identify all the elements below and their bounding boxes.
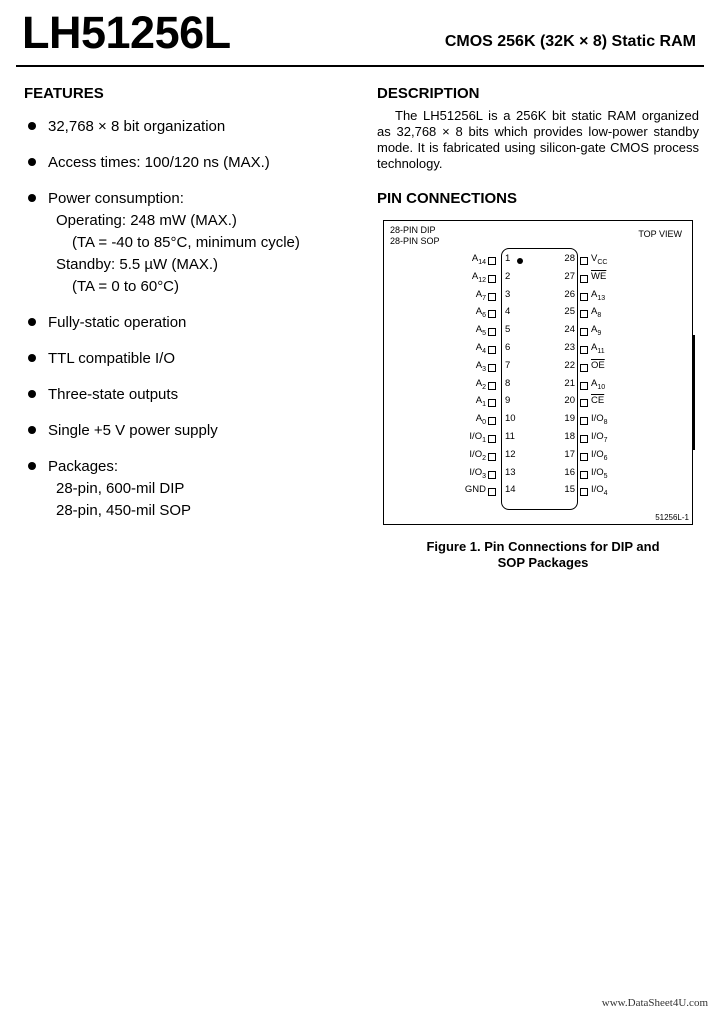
pin-pad-icon [580,417,588,425]
feature-line: Standby: 5.5 µW (MAX.) [56,256,219,273]
pin-label: $A_8$ [591,306,602,320]
pin-pad-icon [580,488,588,496]
pin-label: $I/O_1$ [469,431,486,444]
feature-line: 28-pin, 600-mil DIP [56,480,185,497]
pin-label: $A_{13}$ [591,288,606,302]
bullet-icon [28,426,36,434]
pin-number: 10 [505,413,516,425]
bullet-icon [28,354,36,362]
pin-label: $A_{11}$ [591,342,605,355]
pin-number: 16 [564,466,575,478]
pin-number: 3 [505,288,511,300]
pin-pad-icon [580,364,588,372]
pin-label: $I/O_4$ [591,484,608,498]
pin-pad-icon [580,346,588,354]
description-heading: DESCRIPTION [377,85,480,102]
pin-number: 24 [564,324,575,336]
pin-number: 8 [505,377,511,389]
pin-number: 15 [564,484,575,496]
pin-pad-icon [488,257,496,265]
pin-pad-icon [580,275,588,283]
feature-line: 28-pin, 450-mil SOP [56,502,192,519]
pin-number: 26 [564,288,575,300]
pin-number: 6 [505,342,511,353]
bullet-icon [28,194,36,202]
pin-pad-icon [580,382,588,390]
pin-pad-icon [580,453,588,461]
bullet-icon [28,390,36,398]
feature-line: Fully-static operation [48,314,187,331]
pin-label: $A_4$ [475,342,486,355]
description-body: The LH51256L is a 256K bit static RAM organized as 32,768 × 8 bits which provides low-power standby mode. It is fabricated using silicon-gate CMOS process technology. [377,108,699,171]
features-heading: FEATURES [24,85,104,102]
figure-caption [383,539,703,571]
pin-connections-heading: PIN CONNECTIONS [377,190,518,207]
pin-number: 17 [564,448,575,460]
package-line: 28-PIN DIP [390,225,436,235]
pin-label: $A_3$ [475,359,486,373]
pin-label: $\overline{WE}$ [591,270,607,282]
pin-pad-icon [488,471,496,479]
features-list [24,116,354,522]
figure-reference: 51256L-1 [655,513,689,522]
feature-item [24,384,354,406]
pin-label: $I/O_5$ [591,466,608,480]
pin-number: 7 [505,359,511,371]
pin-number: 4 [505,306,511,318]
margin-bar [693,335,695,450]
pin-label: $I/O_7$ [591,431,608,444]
pin-number: 14 [505,484,516,496]
watermark: www.DataSheet4U.com [601,997,708,1009]
pin-pad-icon [580,328,588,336]
bullet-icon [28,318,36,326]
caption-line: Figure 1. Pin Connections for DIP and [426,539,660,554]
pin-label: $A_6$ [475,306,486,320]
feature-line: Access times: 100/120 ns (MAX.) [48,154,270,171]
pin-pad-icon [580,310,588,318]
pin-pad-icon [488,382,496,390]
pin-pad-icon [488,488,496,496]
pin-pad-icon [488,435,496,443]
part-number-title: LH51256L [22,7,231,58]
pin-label: $A_9$ [591,324,602,338]
pin-pad-icon [488,293,496,301]
feature-item [24,456,354,522]
pin-diagram [383,220,693,525]
pin1-marker-icon [517,258,523,264]
feature-line: Three-state outputs [48,386,179,403]
pin-pad-icon [488,417,496,425]
pin-label: $A_1$ [475,395,486,409]
pin-label: $I/O_2$ [469,448,486,462]
feature-line: 32,768 × 8 bit organization [48,118,226,135]
pin-number: 9 [505,395,511,407]
pin-number: 2 [505,270,511,282]
pin-number: 27 [564,270,575,282]
pin-pad-icon [488,346,496,354]
pin-pad-icon [488,275,496,283]
bullet-icon [28,158,36,166]
pin-pad-icon [488,453,496,461]
pin-pad-icon [488,364,496,372]
feature-line: (TA = 0 to 60°C) [72,278,180,295]
pin-number: 18 [564,431,575,442]
pin-label: $A_5$ [475,324,486,338]
caption-line: SOP Packages [497,555,589,570]
package-label [390,225,440,247]
pin-label: $\overline{OE}$ [591,359,605,371]
pin-pad-icon [488,399,496,407]
feature-item [24,348,354,370]
pin-pad-icon [488,328,496,336]
pin-number: 28 [564,253,575,264]
feature-line: (TA = -40 to 85°C, minimum cycle) [72,234,300,251]
pin-pad-icon [580,257,588,265]
feature-item [24,152,354,174]
pin-number: 19 [564,413,575,425]
pin-number: 13 [505,466,516,478]
feature-item [24,188,354,298]
feature-item [24,420,354,442]
feature-line: Power consumption: [48,190,184,207]
pin-number: 21 [564,377,575,389]
pin-label: $A_7$ [475,288,486,302]
pin-number: 1 [505,253,511,264]
feature-line: Single +5 V power supply [48,422,218,439]
pin-label: $A_{10}$ [591,377,606,391]
header-rule [16,65,704,67]
pin-pad-icon [488,310,496,318]
bullet-icon [28,462,36,470]
pin-label: $I/O_3$ [469,466,486,480]
feature-line: TTL compatible I/O [48,350,175,367]
pin-number: 25 [564,306,575,318]
pin-label: $A_0$ [475,413,486,427]
pin-number: 12 [505,448,516,460]
pin-label: $A_2$ [475,377,486,391]
feature-item [24,116,354,138]
datasheet-subtitle: CMOS 256K (32K × 8) Static RAM [444,33,696,50]
pin-number: 22 [564,359,575,371]
pin-label: GND [464,484,486,496]
pin-label: $I/O_6$ [591,448,608,462]
pin-number: 20 [564,395,575,407]
pin-number: 11 [505,431,515,442]
pin-label: $A_{14}$ [471,253,486,266]
feature-item [24,312,354,334]
pin-pad-icon [580,293,588,301]
pin-number: 23 [564,342,575,353]
pin-pad-icon [580,399,588,407]
top-view-label: TOP VIEW [638,229,682,239]
pin-pad-icon [580,471,588,479]
feature-line: Operating: 248 mW (MAX.) [56,212,237,229]
pin-number: 5 [505,324,511,336]
pin-label: $\overline{CE}$ [591,395,605,407]
pin-label: $I/O_8$ [591,413,608,427]
bullet-icon [28,122,36,130]
feature-line: Packages: [48,458,119,475]
pin-label: $A_{12}$ [471,270,486,284]
pin-label: $V_{CC}$ [591,253,608,266]
pin-pad-icon [580,435,588,443]
package-line: 28-PIN SOP [390,236,440,246]
description-text [377,108,699,172]
